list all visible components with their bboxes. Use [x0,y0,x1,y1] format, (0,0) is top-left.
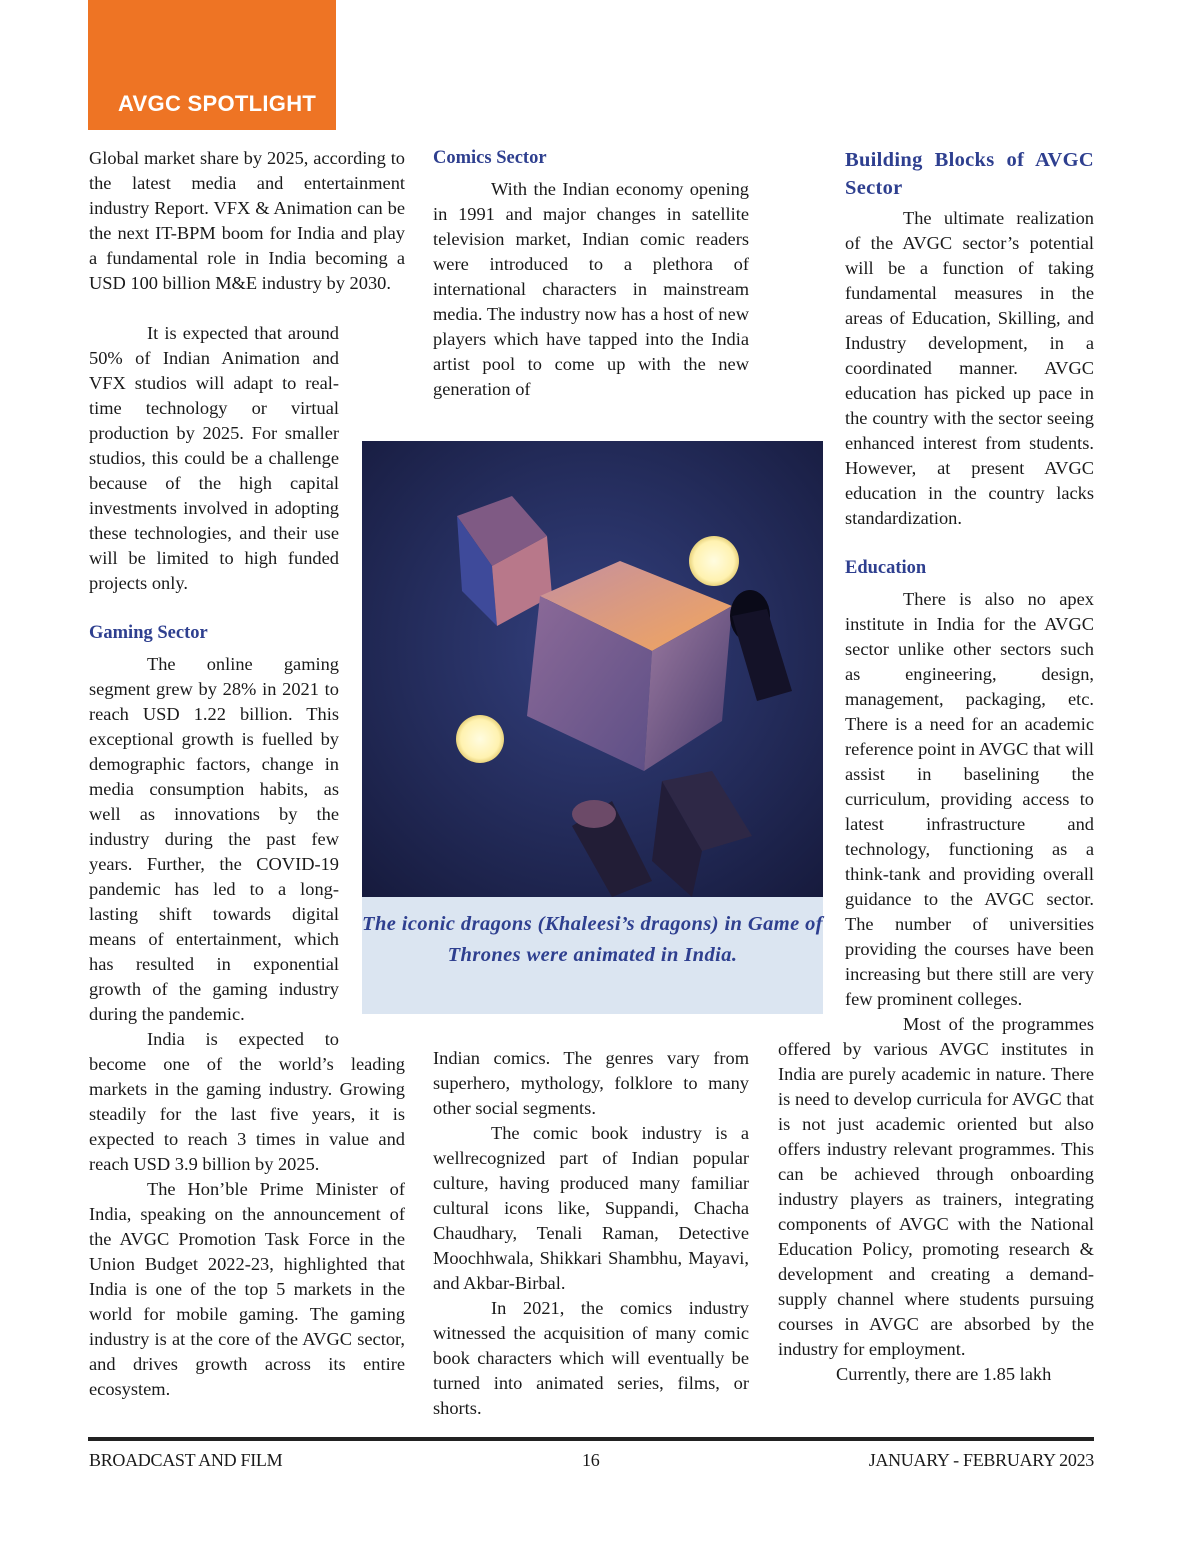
col1-paragraph-5: The Hon’ble Prime Minister of India, speaking on the announcement of the AVGC Promotion Task Force in the Union Budget 2022-23, highlighted that India is one of the top 5 markets in the world for mobile gaming. The gaming industry is at the core of the AVGC sector, and drives growth across its entire ecosystem. [89,1179,405,1399]
column-1-body [89,321,405,1402]
section-label: AVGC SPOTLIGHT [118,91,317,116]
col1-paragraph-3: The online gaming segment grew by 28% in 2021 to reach USD 1.22 billion. This exceptional growth is fuelled by demographic factors, change in media consumption habits, as well as innovations by the industry during the past few years. Further, the COVID-19 pandemic has led to a long-lasting shift towards digital means of entertainment, which has resulted in exponential growth of the gaming industry during the pandemic. [89,654,339,1024]
column-2-top [433,146,749,402]
col3-paragraph-4: Currently, there are 1.85 lakh [836,1364,1052,1384]
col2-paragraph-4: In 2021, the comics industry witnessed the acquisition of many comic book characters which will eventually be turned into animated series, films, or shorts. [433,1298,749,1418]
figure [362,441,823,1014]
figure-caption: The iconic dragons (Khaleesi’s dragons) in Game of Thrones were animated in India. [362,913,823,966]
footer-rule [88,1437,1094,1441]
col3-paragraph-2: There is also no apex institute in India for the AVGC sector unlike other sectors such as engineering, design, management, packaging, etc. There is a need for an academic reference point in AVGC that will assist in baselining the curriculum, providing access to latest infrastructure and technology, functioning as a think-tank and providing overall guidance to the AVGC sector. The number of universities providing the courses have been increasing but there still are very few prominent colleges. [845,589,1094,1009]
footer-publication: BROADCAST AND FILM [89,1450,283,1470]
col1-paragraph-2: It is expected that around 50% of Indian Animation and VFX studios will adapt to real-time technology or virtual production by 2025. For smaller studios, this could be a challenge because of the high capital investments involved in adopting these technologies, and their use will be limited to high funded projects only. [89,323,339,593]
gaming-heading: Gaming Sector [89,623,208,643]
section-banner [88,0,336,130]
comics-heading: Comics Sector [433,148,547,168]
col1-paragraph-1: Global market share by 2025, according to the latest media and entertainment industry Report. VFX & Animation can be the next IT-BPM boom for India and play a fundamental role in India becoming a USD 100 billion M&E industry by 2030. [89,148,405,293]
column-3 [778,146,1094,1387]
col3-paragraph-1: The ultimate realization of the AVGC sector’s potential will be a function of taking fundamental measures in the areas of Education, Skilling, and Industry development, in a coordinated manner. AVGC education has picked up pace in the country with the sector seeing enhanced interest from students. However, at present AVGC education in the country lacks standardization. [845,208,1094,528]
education-heading: Education [845,558,927,578]
building-blocks-heading: Building Blocks of AVGC Sector [845,149,1094,199]
figure-image [362,441,823,897]
column-1-top [89,146,405,296]
col3-paragraph-3: Most of the programmes offered by various AVGC institutes in India are purely academic in nature. There is need to develop curricula for AVGC that is not just academic oriented but also offers industry relevant programmes. This can be achieved through onboarding industry players as trainers, integrating components of AVGC with the National Education Policy, promoting research & development and creating a demand-supply channel where students pursuing courses in AVGC are absorbed by the industry for employment. [778,1014,1094,1359]
footer-issue-date: JANUARY - FEBRUARY 2023 [868,1450,1094,1470]
footer-page-number: 16 [582,1450,600,1470]
col2-paragraph-2: Indian comics. The genres vary from superhero, mythology, folklore to many other social segments. [433,1048,749,1118]
col2-paragraph-1: With the Indian economy opening in 1991 and major changes in satellite television market, Indian comic readers were introduced to a plethora of international characters in mainstream media. The industry now has a host of new players which have tapped into the India artist pool to come up with the new generation of [433,179,749,399]
col1-paragraph-4: India is expected to become one of the world’s leading markets in the gaming industry. Growing steadily for the last five years, it is expected to reach 3 times in value and reach USD 3.9 billion by 2025. [89,1029,405,1174]
column-2-bottom [433,1046,749,1421]
col2-paragraph-3: The comic book industry is a wellrecognized part of Indian popular culture, having produced many familiar cultural icons like, Suppandi, Chacha Chaudhary, Tenali Raman, Detective Moochhwala, Shikkari Shambhu, Mayavi, and Akbar-Birbal. [433,1123,749,1293]
